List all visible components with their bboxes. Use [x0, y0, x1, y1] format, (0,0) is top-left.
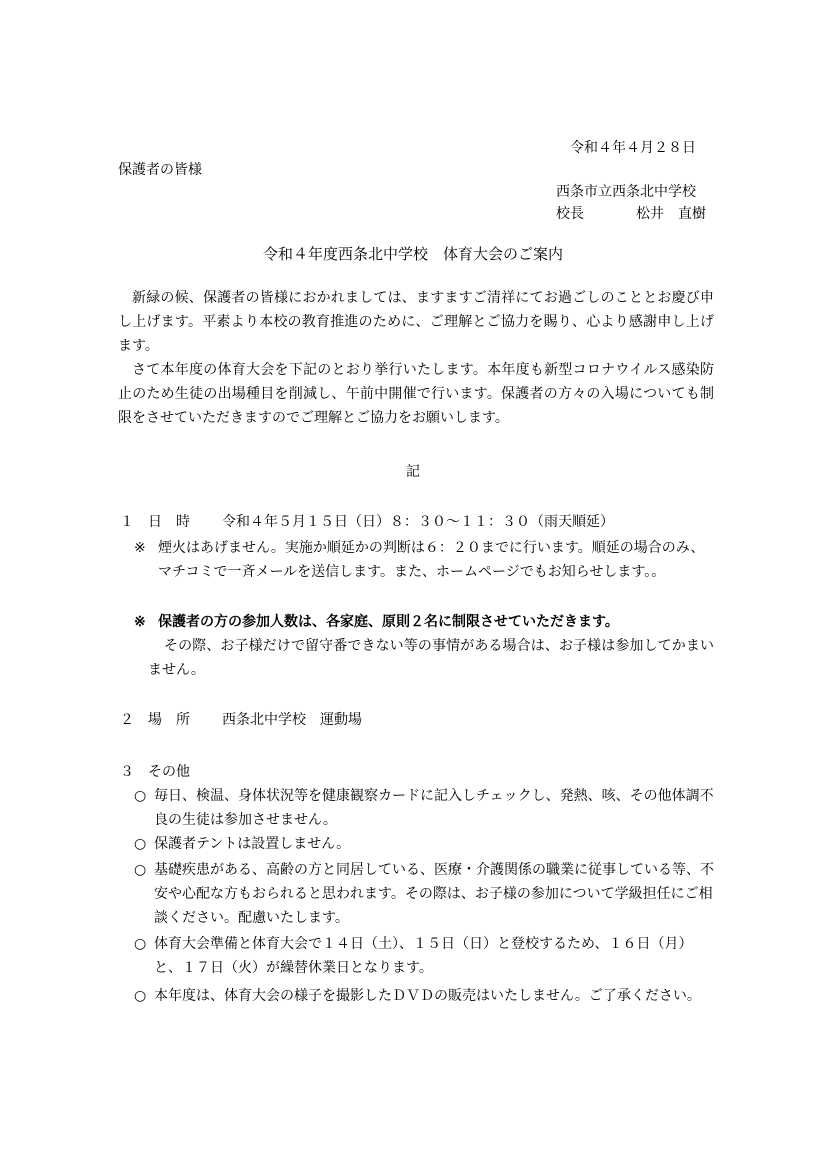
section-1-note-1-line-1: 煙火はあげません。実施か順延かの判断は６：２０までに行います。順延の場合のみ、 [158, 540, 705, 556]
sender-title: 校長 [556, 206, 584, 222]
section-3-item-1 [134, 784, 716, 832]
section-1-datetime: 令和４年５月１５日（日）８：３０～１１：３０（雨天順延） [222, 514, 614, 530]
ki-heading: 記 [406, 464, 420, 480]
circle-bullet-icon: ○ [134, 836, 147, 852]
section-1-heading: １ 日 時 [120, 514, 190, 530]
section-1-note-1-line-2: マチコミで一斉メールを送信します。また、ホームページでもお知らせします。。 [158, 564, 666, 580]
section-3-item-4 [134, 932, 716, 980]
section-1-note-2-mark: ※ [134, 614, 146, 630]
section-3-item-text: 基礎疾患がある、高齢の方と同居している、医療・介護関係の職業に従事している等、不安や心配な方もおられると思われます。その際は、お子様の参加について学級担任にご相談ください。配慮いたします。 [154, 862, 714, 926]
section-1-note-1-mark: ※ [134, 540, 146, 556]
intro-paragraph-1: 新緑の候、保護者の皆様におかれましては、ますますご清祥にてお過ごしのこととお慶び申し上げます。平素より本校の教育推進のために、ご理解とご協力を賜り、心より感謝申し上げます。 [118, 290, 714, 354]
section-2-place: 西条北中学校 運動場 [222, 712, 362, 728]
document-date: 令和４年４月２８日 [570, 140, 696, 156]
section-3-heading: ３ その他 [120, 764, 190, 780]
addressee: 保護者の皆様 [118, 162, 202, 178]
section-3-item-text: 本年度は、体育大会の様子を撮影したＤＶＤの販売はいたしません。ご了承ください。 [154, 988, 701, 1004]
section-3-item-text: 保護者テントは設置しません。 [154, 836, 351, 852]
section-3-item-3 [134, 858, 716, 930]
circle-bullet-icon: ○ [134, 936, 147, 952]
circle-bullet-icon: ○ [134, 788, 147, 804]
section-3-item-text: 毎日、検温、身体状況等を健康観察カードに記入しチェックし、発熱、咳、その他体調不良の生徒は参加させません。 [154, 788, 714, 828]
intro-paragraph-2: さて本年度の体育大会を下記のとおり挙行いたします。本年度も新型コロナウイルス感染防止のため生徒の出場種目を削減し、午前中開催で行います。保護者の方々の入場についても制限をさせていただきますのでご理解とご協力をお願いします。 [118, 362, 714, 426]
section-3-item-5 [134, 984, 716, 1008]
sender-organization: 西条市立西条北中学校 [556, 184, 696, 200]
section-2-heading: ２ 場 所 [120, 712, 190, 728]
circle-bullet-icon: ○ [134, 862, 147, 878]
section-3-item-text: 体育大会準備と体育大会で１４日（土）、１５日（日）と登校するため、１６日（月）と、１７日（火）が繰替休業日となります。 [154, 936, 693, 976]
section-3-item-2 [134, 832, 716, 856]
document-title: 令和４年度西条北中学校 体育大会のご案内 [262, 245, 563, 263]
sender-name: 松井 直樹 [636, 206, 706, 222]
section-1-note-2-text: その際、お子様だけで留守番できない等の事情がある場合は、お子様は参加してかまいません。 [148, 638, 714, 678]
circle-bullet-icon: ○ [134, 988, 147, 1004]
section-1-note-2-bold: 保護者の方の参加人数は、各家庭、原則２名に制限させていただきます。 [158, 614, 619, 630]
